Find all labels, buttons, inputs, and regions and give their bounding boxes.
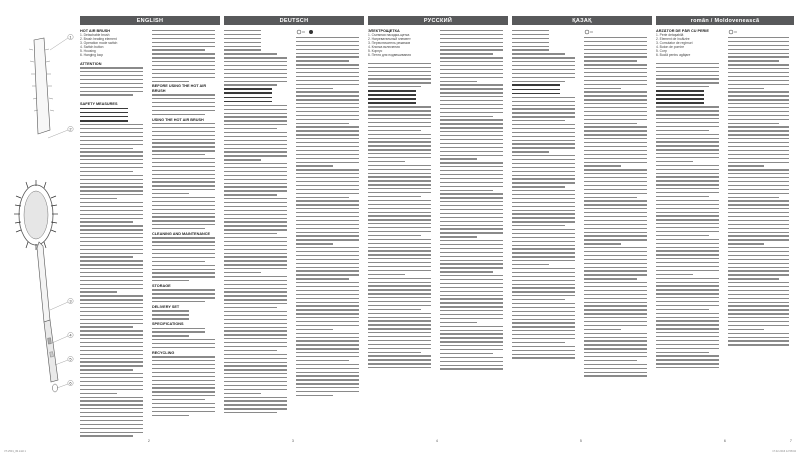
page-number: 6 <box>724 439 726 443</box>
header-russian: РУССКИЙ <box>368 16 508 25</box>
part-item: 5. Corp <box>656 49 667 54</box>
parts-heading: ЭЛЕКТРОЩЕТКА <box>368 29 400 33</box>
text-block <box>80 67 148 96</box>
part-item: 6. Hanging loop <box>80 52 104 57</box>
brush-illustration <box>14 180 58 392</box>
text-block <box>152 237 220 281</box>
part-item: 6. Buclă pentru agăţare <box>656 52 691 57</box>
icon-row <box>296 29 364 35</box>
text-block <box>440 30 508 370</box>
part-item: 1. Perie detaşabilă <box>656 33 684 38</box>
text-block <box>728 37 794 346</box>
header-kazakh: ҚАЗАҚ <box>512 16 652 25</box>
column-russian-2 <box>440 29 508 439</box>
text-block <box>152 356 220 416</box>
page-number: 4 <box>436 439 438 443</box>
text-block <box>584 37 652 377</box>
parts-heading: ARZĂTOR DE PĂR CU PERIE <box>656 29 709 33</box>
section-heading: CLEANING AND MAINTENANCE <box>152 231 211 236</box>
callout-6: 6 <box>69 380 72 386</box>
part-item: 3. Переключатель режимов <box>368 41 411 46</box>
section-heading: ATTENTION <box>80 61 102 66</box>
page-number: 3 <box>292 439 294 443</box>
text-block <box>152 328 220 349</box>
parts-heading: HOT AIR BRUSH <box>80 29 111 33</box>
section-heading: SAFETY MEASURES <box>80 102 118 107</box>
footer-file-name: VT-2531_IM.indd 1 <box>4 450 26 453</box>
mode-icon <box>728 29 737 35</box>
header-english: ENGLISH <box>80 16 220 25</box>
product-diagram <box>4 10 78 440</box>
column-romanian-1 <box>656 29 724 439</box>
language-header-bar <box>80 16 794 25</box>
column-russian-1 <box>368 29 436 439</box>
text-block <box>152 289 220 302</box>
footer-timestamp: 17.02.2016 12:58:04 <box>772 450 796 453</box>
part-item: 5. Housing <box>80 49 96 54</box>
header-romanian: român / Moldovenească <box>656 16 794 25</box>
part-item: 5. Корпус <box>368 49 383 54</box>
text-block <box>512 30 580 359</box>
page-number: 5 <box>580 439 582 443</box>
callout-1: 1 <box>69 34 72 40</box>
section-heading: DELIVERY SET <box>152 305 180 310</box>
part-item: 3. Operation mode switch <box>80 41 118 46</box>
section-heading: USING THE HOT AIR BRUSH <box>152 117 204 122</box>
section-heading: BEFORE USING THE HOT AIR BRUSH <box>152 84 207 93</box>
header-deutsch: DEUTSCH <box>224 16 364 25</box>
column-deutsch-2 <box>296 29 364 439</box>
column-english-1 <box>80 29 148 439</box>
column-kazakh-2 <box>584 29 652 439</box>
part-item: 6. Петля для подвешивания <box>368 52 411 57</box>
callout-3: 3 <box>69 298 72 304</box>
section-heading: STORAGE <box>152 284 171 289</box>
part-item: 2. Element de încălzire <box>656 37 690 42</box>
part-item: 4. Кнопка включения <box>368 45 400 50</box>
section-heading: RECYCLING <box>152 350 175 355</box>
mode-icon <box>296 29 305 35</box>
part-item: 1. Detachable brush <box>80 33 110 38</box>
part-item: 2. Brush heating element <box>80 37 117 42</box>
column-kazakh-1 <box>512 29 580 439</box>
text-block <box>656 63 724 369</box>
page-number: 2 <box>148 439 150 443</box>
mode-icon <box>584 29 593 35</box>
icon-row <box>728 29 794 35</box>
column-deutsch-1 <box>224 29 292 439</box>
part-item: 1. Съемная насадка-щетка <box>368 33 410 38</box>
text-block <box>152 310 220 319</box>
text-block <box>152 30 220 82</box>
column-romanian-2 <box>728 29 794 439</box>
text-block <box>152 94 220 115</box>
callout-5: 5 <box>69 356 72 362</box>
text-block <box>152 123 220 229</box>
text-block <box>296 37 364 396</box>
text-block <box>368 63 436 369</box>
part-item: 2. Нагревательный элемент <box>368 37 411 42</box>
icon-row <box>584 29 652 35</box>
callout-2: 2 <box>69 126 72 132</box>
section-heading: SPECIFICATIONS <box>152 322 184 327</box>
part-item: 3. Comutator de regimuri <box>656 41 693 46</box>
text-block <box>80 108 148 439</box>
mode-icon <box>308 29 317 35</box>
page-number: 7 <box>790 439 792 443</box>
brush-attachment <box>29 38 54 134</box>
callout-4: 4 <box>69 332 72 338</box>
column-english-2 <box>152 29 220 439</box>
part-item: 4. Buton de pornire <box>656 45 685 50</box>
part-item: 4. Switch button <box>80 45 104 50</box>
text-block <box>224 30 292 413</box>
